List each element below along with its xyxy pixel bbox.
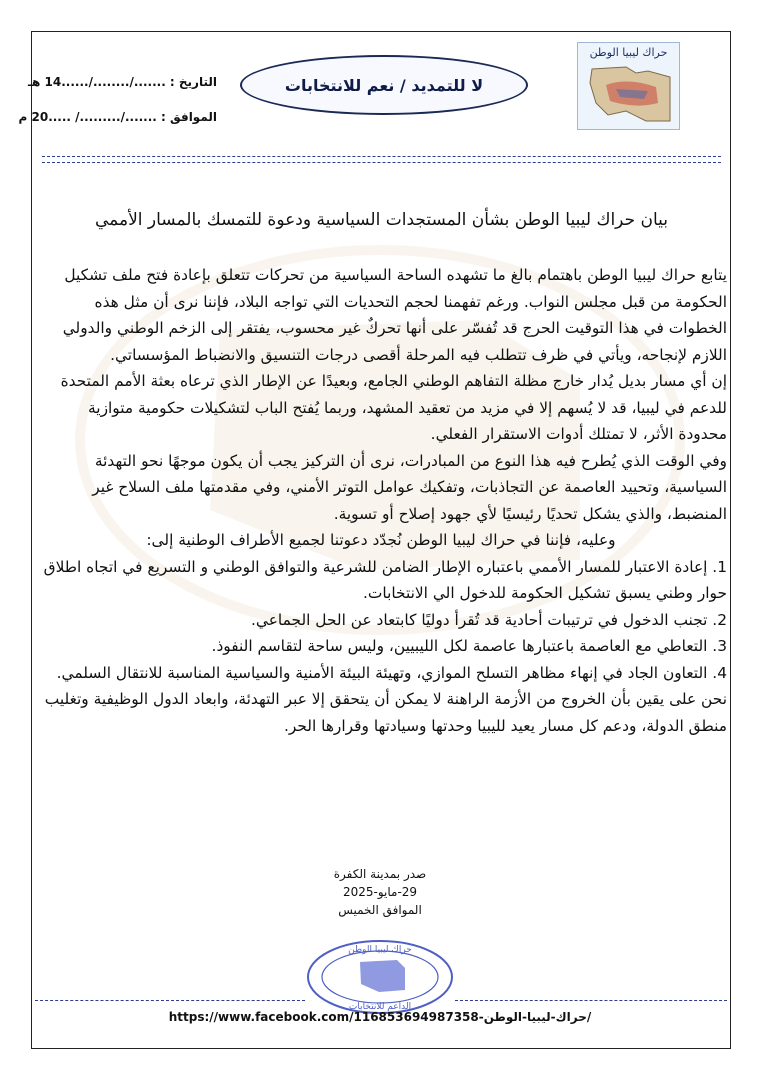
libya-map-icon [586,63,674,125]
header-divider [42,156,721,157]
hijri-date: التاريخ : ......./......../......14 هـ [27,75,217,89]
list-item: 1. إعادة الاعتبار للمسار الأممي باعتباره الإطار الضامن للشرعية والتوافق الوطني و التسريع في اتجاه اطلاق حوار وطني يسبق تشكيل الحكومة للدخول الي الانتخابات. [43,557,727,602]
stamp-top-text: حراك ليبيا الوطن [348,945,412,955]
footer-divider-right [455,1000,727,1001]
paragraph: يتابع حراك ليبيا الوطن باهتمام بالغ ما تشهده الساحة السياسية من تحركات تتعلق بإعادة فتح ملف تشكيل الحكومة من قبل مجلس النواب. ورغم تفهمنا لحجم التحديات التي تواجه البلاد، فإننا نرى أن مثل هذه الخطوات في هذا التوقيت الحرج قد تُفسّر على أنها تحركٌ غير محسوب، يفتقر إلى الزخم الوطني والدولي اللازم لإنجاحه، ويأتي في ظرف تتطلب فيه المرحلة أقصى درجات التنسيق والانضباط المؤسساتي. [62,266,727,364]
official-stamp [305,938,455,1016]
list-item: 3. التعاطي مع العاصمة باعتبارها عاصمة لكل الليبيين، وليس ساحة لتقاسم النفوذ. [211,637,727,655]
issued-day: الموافق الخميس [338,903,422,917]
gregorian-date: الموافق : ......./........./ .....20 م [18,110,217,124]
issued-place: صدر بمدينة الكفرة [333,867,427,881]
logo-title: حراك ليبيا الوطن [589,46,668,59]
list-item: 2. تجنب الدخول في ترتيبات أحادية قد تُقرأ دوليًا كابتعاد عن الحل الجماعي. [251,610,727,629]
paragraph: وفي الوقت الذي يُطرح فيه هذا النوع من المبادرات، نرى أن التركيز يجب أن يكون موجهًا نحو التهدئة السياسية، وتحييد العاصمة عن التجاذبات، وتفكيك عوامل التوتر الأمني، وفي مقدمتها ملف السلاح غير المنضبط، والذي يشكل تحديًا رئيسيًا لأي جهود إصلاح أو تسوية. [92,451,727,523]
statement-title: بيان حراك ليبيا الوطن بشأن المستجدات السياسية ودعوة للتمسك بالمسار الأممي [94,210,669,230]
paragraph: إن أي مسار بديل يُدار خارج مظلة التفاهم الوطني الجامع، وبعيدًا عن الإطار الذي ترعاه بعثة الأمم المتحدة للدعم في ليبيا، قد لا يُسهم إلا في مزيد من تعقيد المشهد، وربما يُفتح الباب لتشكيلات حكومية متوازية محدودة الأثر، لا تمتلك أدوات الاستقرار الفعلي. [60,372,727,443]
statement-body [35,262,727,739]
header-divider-2 [42,162,721,163]
closing-paragraph: نحن على يقين بأن الخروج من الأزمة الراهنة لا يمكن أن يتحقق إلا عبر التهدئة، وابعاد الدول الوظيفية وتغليب منطق الدولة، ودعم كل مسار يعيد لليبيا وحدتها وسيادتها وقرارها الحر. [44,690,727,735]
stamp-bottom-text: الداعم للانتخابات [348,1002,412,1012]
list-item: 4. التعاون الجاد في إنهاء مظاهر التسلح الموازي، وتهيئة البيئة الأمنية والسياسية المناسبة للانتقال السلمي. [56,663,727,682]
slogan-banner: لا للتمديد / نعم للانتخابات [240,55,528,115]
paragraph: وعليه، فإننا في حراك ليبيا الوطن نُجدّد دعوتنا لجميع الأطراف الوطنية إلى: [146,531,616,549]
footer-divider-left [35,1000,305,1001]
organization-logo [577,42,680,130]
facebook-link[interactable]: https://www.facebook.com/116853694987358-حراك-ليبيا-الوطن/ [168,1010,592,1024]
issued-date: 29-مايو-2025 [342,885,418,899]
